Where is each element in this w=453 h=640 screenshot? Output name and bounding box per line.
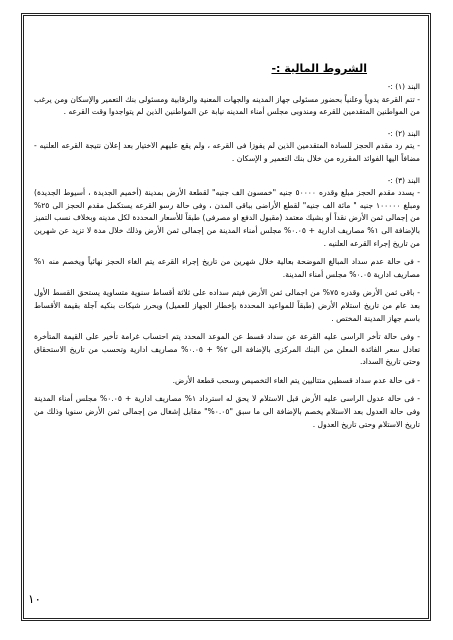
clause-3-paragraph-4: - وفى حالة تأخر الراسى عليه القرعة عن سداد قسط عن الموعد المحدد يتم احتساب غرامة تأخير على القيمة المتأخرة تعادل سعر الفائدة المعلن من البنك المركزى بالإضافة الى ٢% + ٠.٠٥% مصاريف ادارية وتحسب من تاريخ الاستحقاق وحتى تاريخ السداد. [34, 332, 421, 367]
section-title: الشروط المالية :- [271, 62, 367, 75]
title-spacer [34, 60, 420, 78]
clause-3-paragraph-6: - فى حالة عدول الراسى عليه الأرض قبل الاستلام لا يحق له استرداد ١% مصاريف ادارية + ٠.٠٥% مجلس أمناء المدينة وفى حالة العدول بعد الاستلام يخصم بالإضافة الى ما سبق "٠.٠٥%" مقابل إشغال من إجمالى ثمن الأرض سنويا وذلك من تاريخ الاستلام وحتى تاريخ العدول . [34, 394, 420, 429]
clause-3-paragraph-5: - فى حالة عدم سداد قسطين متتاليين يتم الغاء التخصيص وسحب قطعة الأرض. [172, 375, 420, 385]
clause-3-label: البند (٣) :- [387, 175, 420, 185]
clause-2-label: البند (٢) :- [387, 128, 420, 138]
clause-1-label: البند (١) :- [387, 82, 420, 91]
clause-3-paragraph-1: - يسدد مقدم الحجز مبلغ وقدره ٥٠٠٠٠ جنيه "خمسون الف جنيه" لقطعة الأرض بمدينة (أخميم الجديدة ، أسيوط الجديدة) ومبلغ ١٠٠٠٠٠ جنيه " مائة الف جنيه" لقطع الأراضى بباقى المدن ، وفى حالة رسو القرعه يستكمل مقدم الحجز الى ٢٥% من إجمالى ثمن الأرض نقداً أو بشيك معتمد (مقبول الدفع او مصرفى) طبقاً للأسعار المحددة لكل مدينه وبخلاف نسب التميز بالإضافة الى ١% مصاريف ادارية + ٠.٠٥% مجلس أمناء المدينة من إجمالى ثمن الأرض وذلك خلال مدة لا تزيد عن شهرين من تاريخ إجراء القرعه العلنيه . [34, 188, 421, 248]
clause-1-paragraph: - تتم القرعة يدوياً وعلنياً بحضور مسئولى جهاز المدينه والجهات المعنية والرقابية ومسئولى بنك التعمير والإسكان ومن يرغب من المواطنين المتقدمين للقرعه ومندوبى مجلس أمناء المدينه نيابة عن المواطنين الذين لم يتواجدوا وقت القرعه . [34, 94, 420, 117]
clause-3-paragraph-3: - باقى ثمن الأرض وقدره ٧٥% من اجمالى ثمن الأرض فيتم سداده على ثلاثة أقساط سنوية متساوية يستحق القسط الأول بعد عام من تاريخ استلام الأرض (طبقاً للمواعيد المحددة بإخطار الجهاز للعميل) ويحرر شيكات بنكيه آجلة بقيمة الأقساط باسم جهاز المدينة المختص . [34, 288, 420, 323]
document-body [34, 60, 420, 431]
clause-2-paragraph: - يتم رد مقدم الحجز للسادة المتقدمين الذين لم يفوزا فى القرعه ، ولم يقع عليهم الاختيار بعد إعلان نتيجة القرعه العلنيه - مضافاً اليها الفوائد المقرره من خلال بنك التعمير و الإسكان . [34, 141, 420, 163]
page-number: ١٠ [28, 592, 41, 606]
clause-3-paragraph-2: - فى حالة عدم سداد المبالغ الموضحة بعالية خلال شهرين من تاريخ إجراء القرعه يتم الغاء الحجز نهائياً ويخصم منه ١% مصاريف ادارية ٠.٠٥% مجلس أمناء المدينة. [34, 257, 420, 279]
